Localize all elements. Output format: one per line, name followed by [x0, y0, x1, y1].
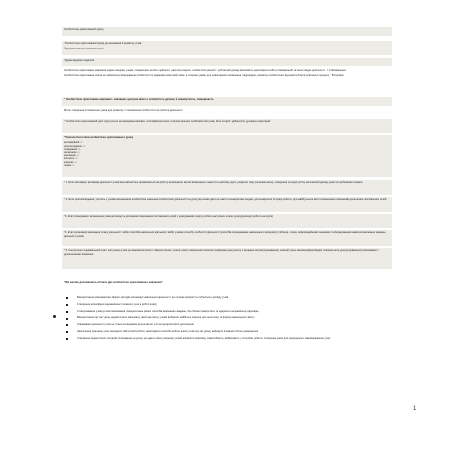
quotes-heading: "Думка відомих педагогів	[64, 59, 95, 62]
stage-item: корекція –>	[64, 160, 77, 164]
quotes-block	[62, 68, 392, 95]
stage-item: планування –>	[64, 147, 81, 151]
stages-block	[62, 135, 392, 177]
stage-2-text: " 2. Етап цілепокладання: учитель з учнями визначення особистісне значення особистісної діяльності на уроці (що може дати це заняття конкретним людям, для конкретної ситуації роботи, для майбутнього життя визначення показників досягнення поставлених цілей	[64, 198, 387, 201]
stage-1-text: " 1. Етап мотивації: активація діяльності учнів,яка найчастіше проявляється на роботу визначаючи мотив визначеного заняття в ціпілому курсі, розкрити тему (основна мета), створення ситуації успіху на власний досвід учнів та проблемне питання	[64, 181, 363, 184]
lesson-basis-text: " Особистісно орієнтований урок грунтується на врахуванні вікових, психофізіологічних, інтелектуальних особливостей учнів, його потреб, здібностей, духовних орієнтацій.	[64, 120, 271, 123]
stages-list	[64, 141, 390, 167]
goal-text: Мета: створення оптимальних умов для розвитку і становлення особистості як суб'єкта діяльності	[64, 109, 183, 112]
stage-4-block	[62, 230, 392, 246]
list-item: Створення педагогічних ситуацій спілкування на уроці, що дають змогу кожному учневі виявляти ініціативу, самостійність, вибірковість у способах роботи; створення умов для природнього самовираження учня	[60, 337, 400, 341]
definition-block	[62, 97, 392, 106]
stage-3-block	[62, 214, 392, 228]
header-title: Особистісно-орієнтований підхід	[64, 28, 104, 31]
stage-item: організація –>	[64, 151, 80, 154]
stages-title: "Технологічні етапи особистісно орієнтованого уроку	[64, 136, 134, 139]
author-line: Підготувала вчитель початкових класів	[64, 48, 104, 51]
page-number: 1	[413, 406, 417, 412]
list-item: Оцінювання діяльності учня не тільки за кінцевим результатом, а й за процесом його досягнення	[60, 323, 400, 327]
list-item: Створення атмосфери зацікавленості кожного учня в роботі класу	[60, 303, 400, 307]
definition-text: " Особистісно орієнтоване навчання - навчання, центром якого є особистість дитини, її самобутність, самоцінність	[64, 98, 214, 101]
lesson-basis-block	[62, 119, 392, 133]
means-question-block	[62, 280, 392, 289]
list-item: Використання під час уроку дидактичного матеріалу, який дає змогу учневі вибирати найбільш значущі для нього вид та форму навчального змісту	[60, 316, 400, 320]
stage-5-text: " 5. Контрольно-оцінювальний етап: залучення учнів до взаємоконтролю і самоконтролю; учасні учнів у визначенні помилок порівняння результату з кінцевою метою(оцінювання), кожний учень визначає(відповідає) основна мета уроку(порівняння) висновками з досягненнями визначені	[64, 249, 379, 257]
quote-serikov: Особистісно орієнтована освіта не забезпечує формування особистості із заданими властивостями, а створює умови для повноцінного виявлення і відповідно, розвитку особистісних функцій суб'єктів освітнього процесу. " В.Сєріков	[64, 74, 344, 78]
stage-2-block	[62, 197, 392, 212]
stage-item: цілепокладання –>	[64, 144, 86, 148]
stage-item: реалізація –>	[64, 154, 79, 158]
stage-5-block	[62, 248, 392, 269]
bullet-marker	[53, 315, 56, 318]
list-item: Заохочення прагнень учня знаходити свій спосіб роботи, аналізувати способи роботи інших учнів під час уроку, вибирати й вивчати більш раціональні	[60, 330, 400, 334]
header-block	[62, 27, 392, 36]
stage-item: мотиваційний –>	[64, 141, 83, 145]
list-item: Стимулювання учнів до висловлювання, використання різних способів виконання завдань, без боязні помилитися та одержати неправильну відповідь	[60, 310, 400, 314]
means-list	[60, 296, 400, 344]
means-question: "Які засоби допомагають втілити ідеї особистісно орієнтованого навчання?	[64, 281, 163, 284]
stage-item: контроль –>	[64, 157, 78, 161]
presentation-title: "Особистісно орієнтований підхід до виховання й розвитку учнів	[64, 42, 142, 45]
stage-4-text: "4. Етап організації виконання плану діяльності: вибір способів навчальної діяльності вибір учнями способу особистої діяльності (способів опрацювання навчального матеріалу (таблиця, опора, інформаційними знаннями та формуванням навичок виконання завдань діяльності учнів)	[64, 231, 386, 239]
stage-item: оцінка –>	[64, 163, 75, 167]
stage-3-text: "3. Етап планування: визначення учнів,які зможуть допомагати виконання поставлених цілей з урахуванням поділу роботи наступних етапах уроку(розподіл роботи на групи)	[64, 215, 274, 218]
goal-block	[62, 108, 392, 117]
stage-1-block	[62, 180, 392, 195]
quotes-heading-block	[62, 58, 392, 66]
list-item: Використання різноманітних форм і методів організації навчальної діяльності, що сприяє розкриттю суб'єктного досвіду учнів	[60, 296, 400, 300]
quote-yakimanska: Особистісно орієнтоване навчання надає кожному учневі, спираючись на його здібності, нахили,інтереси, особистісні цінності і суб'єктний досвід,можливість реалізувати себе в пізнавальній та інших видах діяльності... І.С.Якиманська	[64, 69, 346, 72]
title-block	[62, 41, 392, 55]
